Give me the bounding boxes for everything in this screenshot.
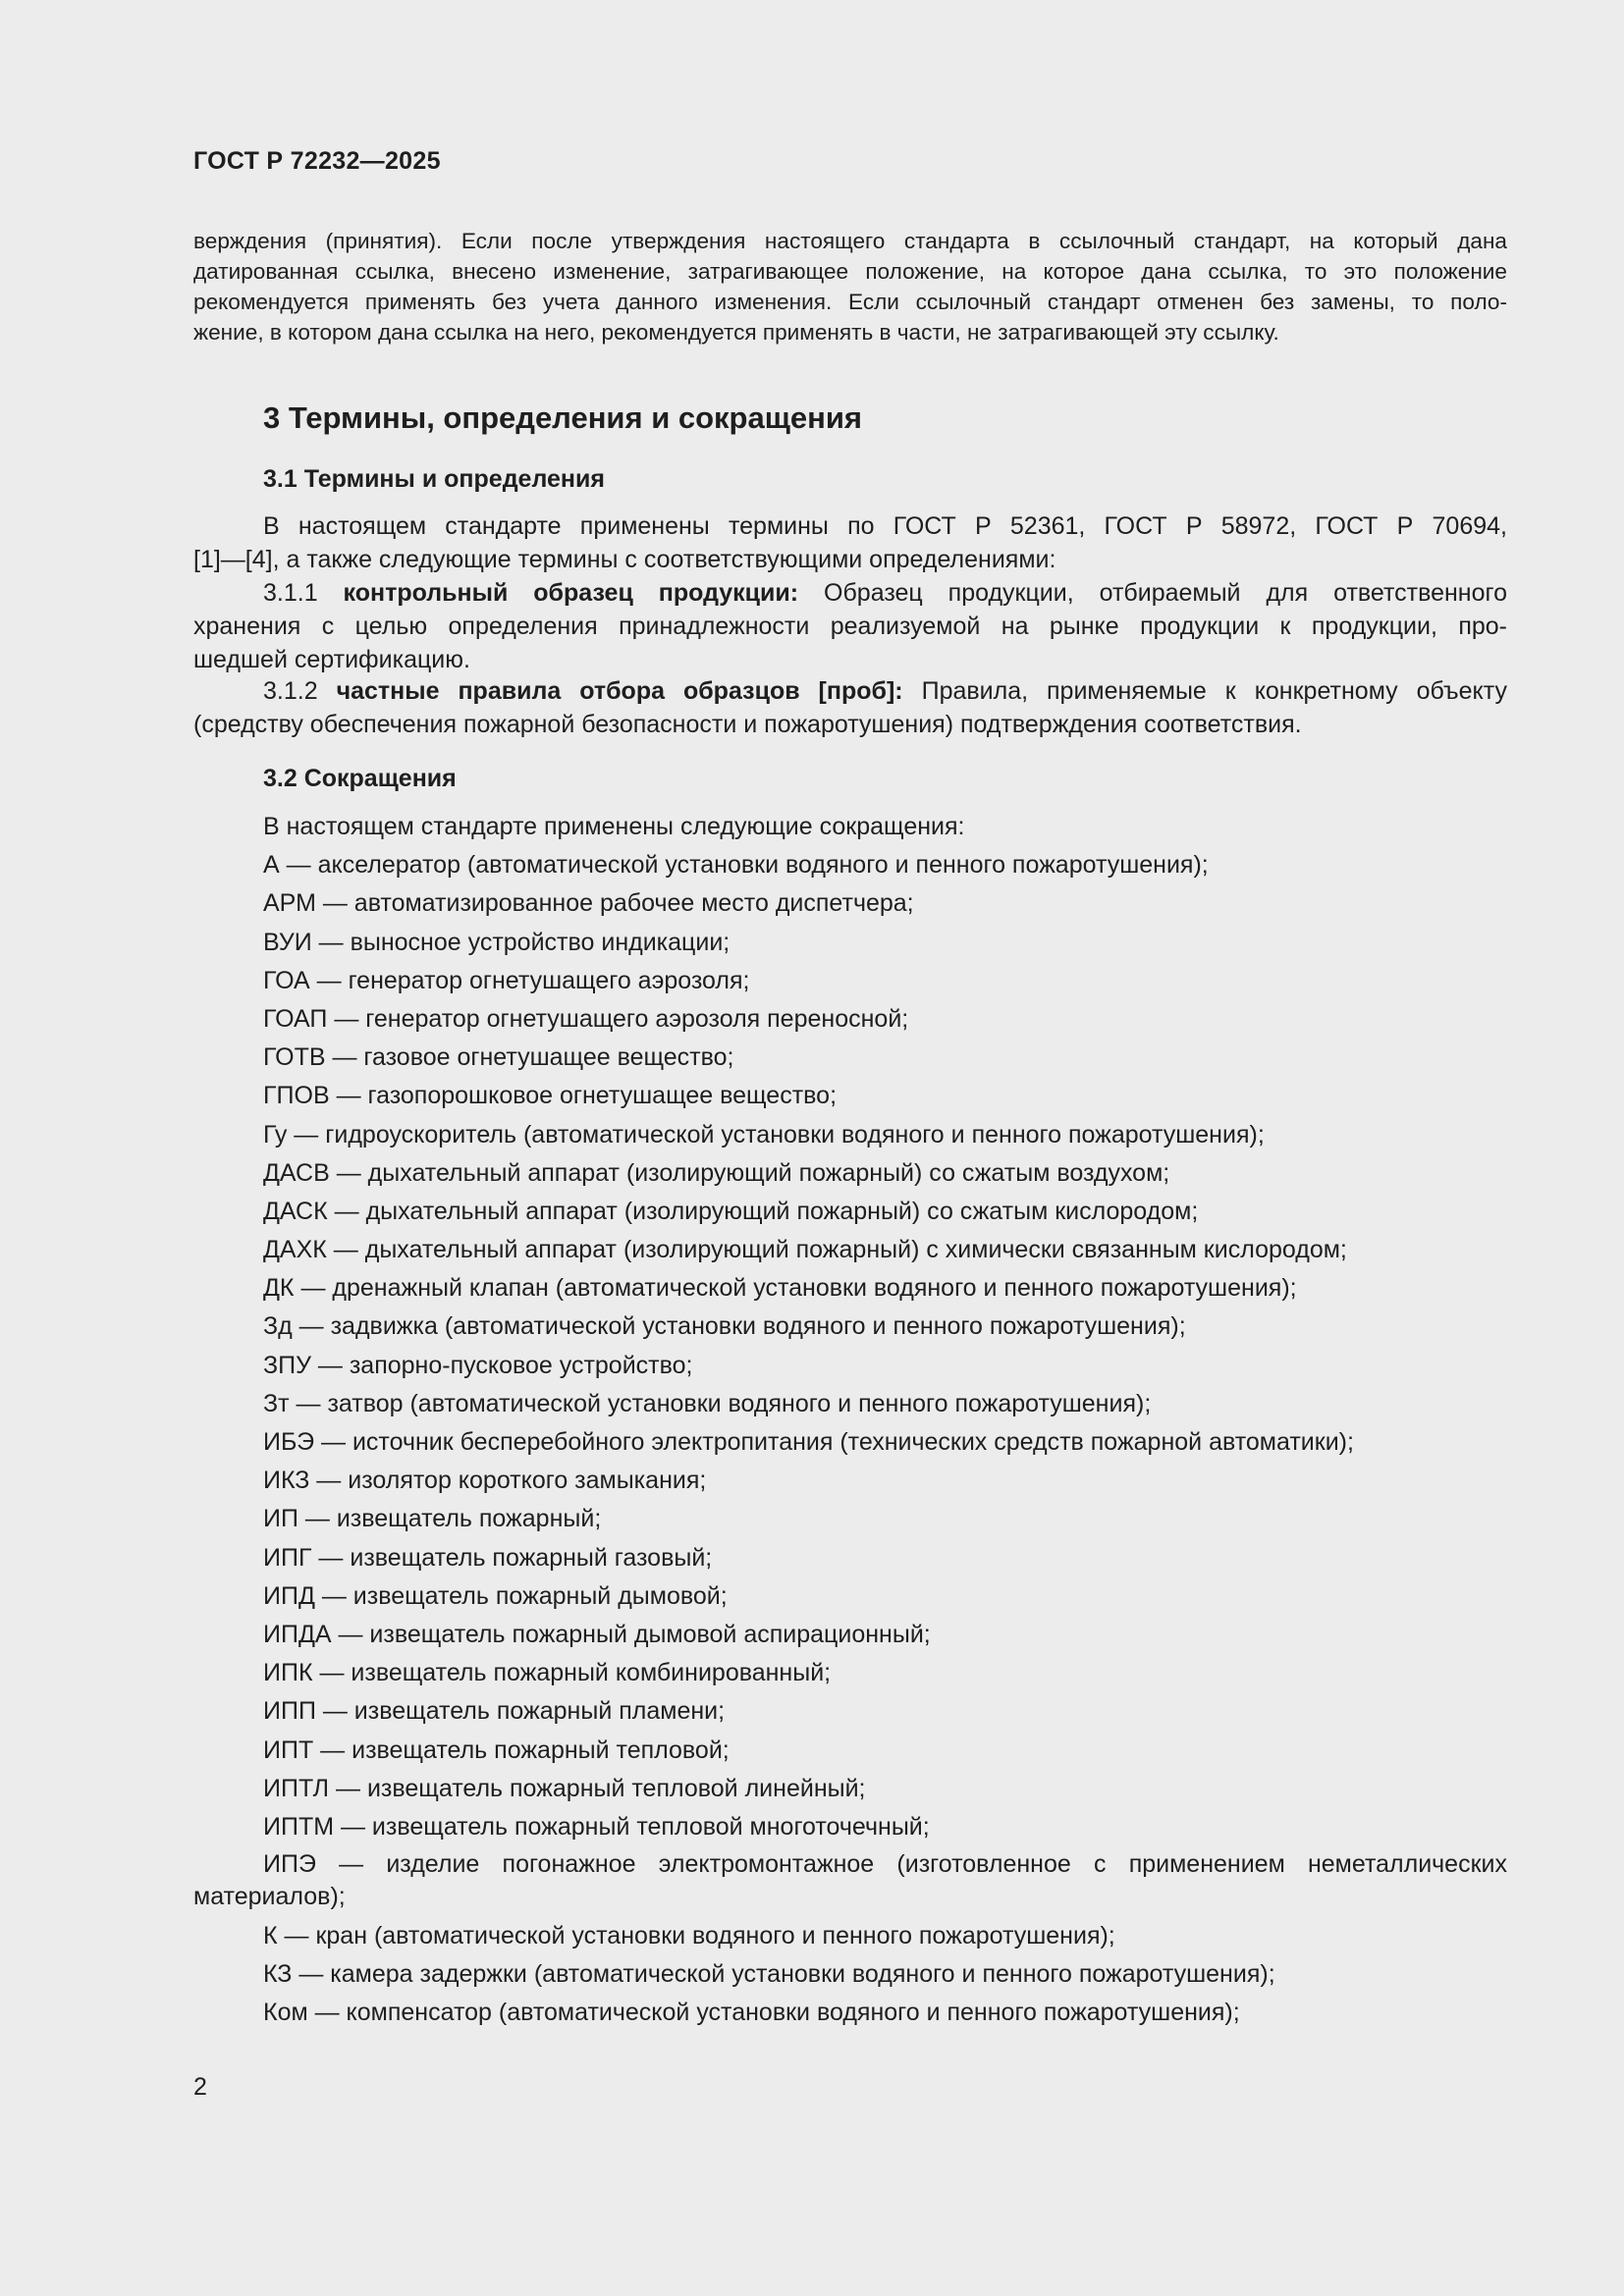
abbreviations-heading: 3.2 Сокращения: [263, 765, 457, 792]
terms-intro-paragraph: [193, 509, 1507, 576]
list-item: ДАСК — дыхательный аппарат (изолирующий пожарный) со сжатым кислородом;: [263, 1197, 1199, 1225]
list-item: ДАСВ — дыхательный аппарат (изолирующий пожарный) со сжатым воздухом;: [263, 1158, 1170, 1187]
list-item: Ком — компенсатор (автоматической установки водяного и пенного пожаротушения);: [263, 1999, 1240, 2027]
list-item: ГОТВ — газовое огнетушащее вещество;: [263, 1043, 734, 1072]
terms-heading: 3.1 Термины и определения: [263, 465, 605, 493]
paragraph-line: В настоящем стандарте применены термины по ГОСТ Р 52361, ГОСТ Р 58972, ГОСТ Р 70694,: [263, 512, 1507, 540]
paragraph-line: хранения с целью определения принадлежности реализуемой на рынке продукции к продукции, про-: [193, 613, 1507, 640]
paragraph-line: [193, 674, 1507, 708]
intro-line: верждения (принятия). Если после утверждения настоящего стандарта в ссылочный стандарт, на который дана: [193, 229, 1507, 253]
term-number: 3.1.2: [263, 677, 318, 705]
term-name: контрольный образец продукции:: [343, 579, 799, 607]
term-definition-1: [193, 576, 1507, 676]
intro-line: рекомендуется применять без учета данного изменения. Если ссылочный стандарт отменен без замены, то поло-: [193, 290, 1507, 314]
paragraph-line: [193, 576, 1507, 610]
abbreviations-intro: В настоящем стандарте применены следующие сокращения:: [263, 813, 965, 840]
list-item: ДАХК — дыхательный аппарат (изолирующий пожарный) с химически связанным кислородом;: [263, 1236, 1347, 1264]
abbreviations-list: [193, 808, 1507, 2033]
intro-paragraph: [193, 226, 1507, 347]
list-item: ВУИ — выносное устройство индикации;: [263, 928, 731, 956]
list-item: ИПТМ — извещатель пожарный тепловой многоточечный;: [263, 1812, 930, 1841]
list-item: ИПТ — извещатель пожарный тепловой;: [263, 1735, 730, 1764]
term-number: 3.1.1: [263, 579, 318, 607]
list-item-line: материалов);: [193, 1883, 346, 1911]
list-item: ИПДА — извещатель пожарный дымовой аспирационный;: [263, 1620, 931, 1648]
paragraph-line: [1]—[4], а также следующие термины с соответствующими определениями:: [193, 546, 1056, 573]
paragraph-line: шедшей сертификацию.: [193, 646, 470, 673]
list-item: ИПТЛ — извещатель пожарный тепловой линейный;: [263, 1774, 866, 1802]
paragraph-line: (средству обеспечения пожарной безопасности и пожаротушения) подтверждения соответствия.: [193, 711, 1302, 738]
list-item: А — акселератор (автоматической установки водяного и пенного пожаротушения);: [263, 851, 1209, 880]
list-item: К — кран (автоматической установки водяного и пенного пожаротушения);: [263, 1922, 1115, 1950]
list-item: ДК — дренажный клапан (автоматической установки водяного и пенного пожаротушения);: [263, 1274, 1297, 1303]
list-item: ИПК — извещатель пожарный комбинированный;: [263, 1659, 832, 1687]
section-title: 3 Термины, определения и сокращения: [263, 400, 862, 435]
list-item: ГОА — генератор огнетушащего аэрозоля;: [263, 966, 750, 994]
list-item: Зт — затвор (автоматической установки водяного и пенного пожаротушения);: [263, 1389, 1152, 1417]
document-code-header: ГОСТ Р 72232—2025: [193, 147, 441, 175]
list-item: АРМ — автоматизированное рабочее место диспетчера;: [263, 889, 914, 918]
list-item: ГОАП — генератор огнетушащего аэрозоля переносной;: [263, 1004, 909, 1033]
list-item: Гу — гидроускоритель (автоматической установки водяного и пенного пожаротушения);: [263, 1120, 1265, 1148]
list-item: КЗ — камера задержки (автоматической установки водяного и пенного пожаротушения);: [263, 1960, 1275, 1989]
list-item: ИПП — извещатель пожарный пламени;: [263, 1697, 726, 1726]
term-definition-text: Образец продукции, отбираемый для ответственного: [824, 579, 1507, 607]
list-item: ИПД — извещатель пожарный дымовой;: [263, 1581, 728, 1610]
list-item: [193, 1848, 1507, 1913]
list-item-line: ИПЭ — изделие погонажное электромонтажное (изготовленное с применением неметаллических: [263, 1850, 1507, 1879]
list-item: Зд — задвижка (автоматической установки водяного и пенного пожаротушения);: [263, 1312, 1186, 1341]
list-item: ИПГ — извещатель пожарный газовый;: [263, 1543, 713, 1572]
page-number: 2: [193, 2073, 207, 2101]
list-item: ЗПУ — запорно-пусковое устройство;: [263, 1351, 693, 1379]
term-definition-text: Правила, применяемые к конкретному объекту: [921, 677, 1507, 705]
term-definition-2: [193, 674, 1507, 741]
list-item: ИБЭ — источник бесперебойного электропитания (технических средств пожарной автоматики);: [263, 1428, 1354, 1456]
list-item: ИКЗ — изолятор короткого замыкания;: [263, 1467, 707, 1495]
list-item: ИП — извещатель пожарный;: [263, 1505, 602, 1533]
intro-line: датированная ссылка, внесено изменение, затрагивающее положение, на которое дана ссылка, то это положение: [193, 259, 1507, 284]
intro-line: жение, в котором дана ссылка на него, рекомендуется применять в части, не затрагивающей эту ссылку.: [193, 320, 1279, 345]
list-item: ГПОВ — газопорошковое огнетушащее вещество;: [263, 1082, 838, 1110]
term-name: частные правила отбора образцов [проб]:: [336, 677, 903, 705]
